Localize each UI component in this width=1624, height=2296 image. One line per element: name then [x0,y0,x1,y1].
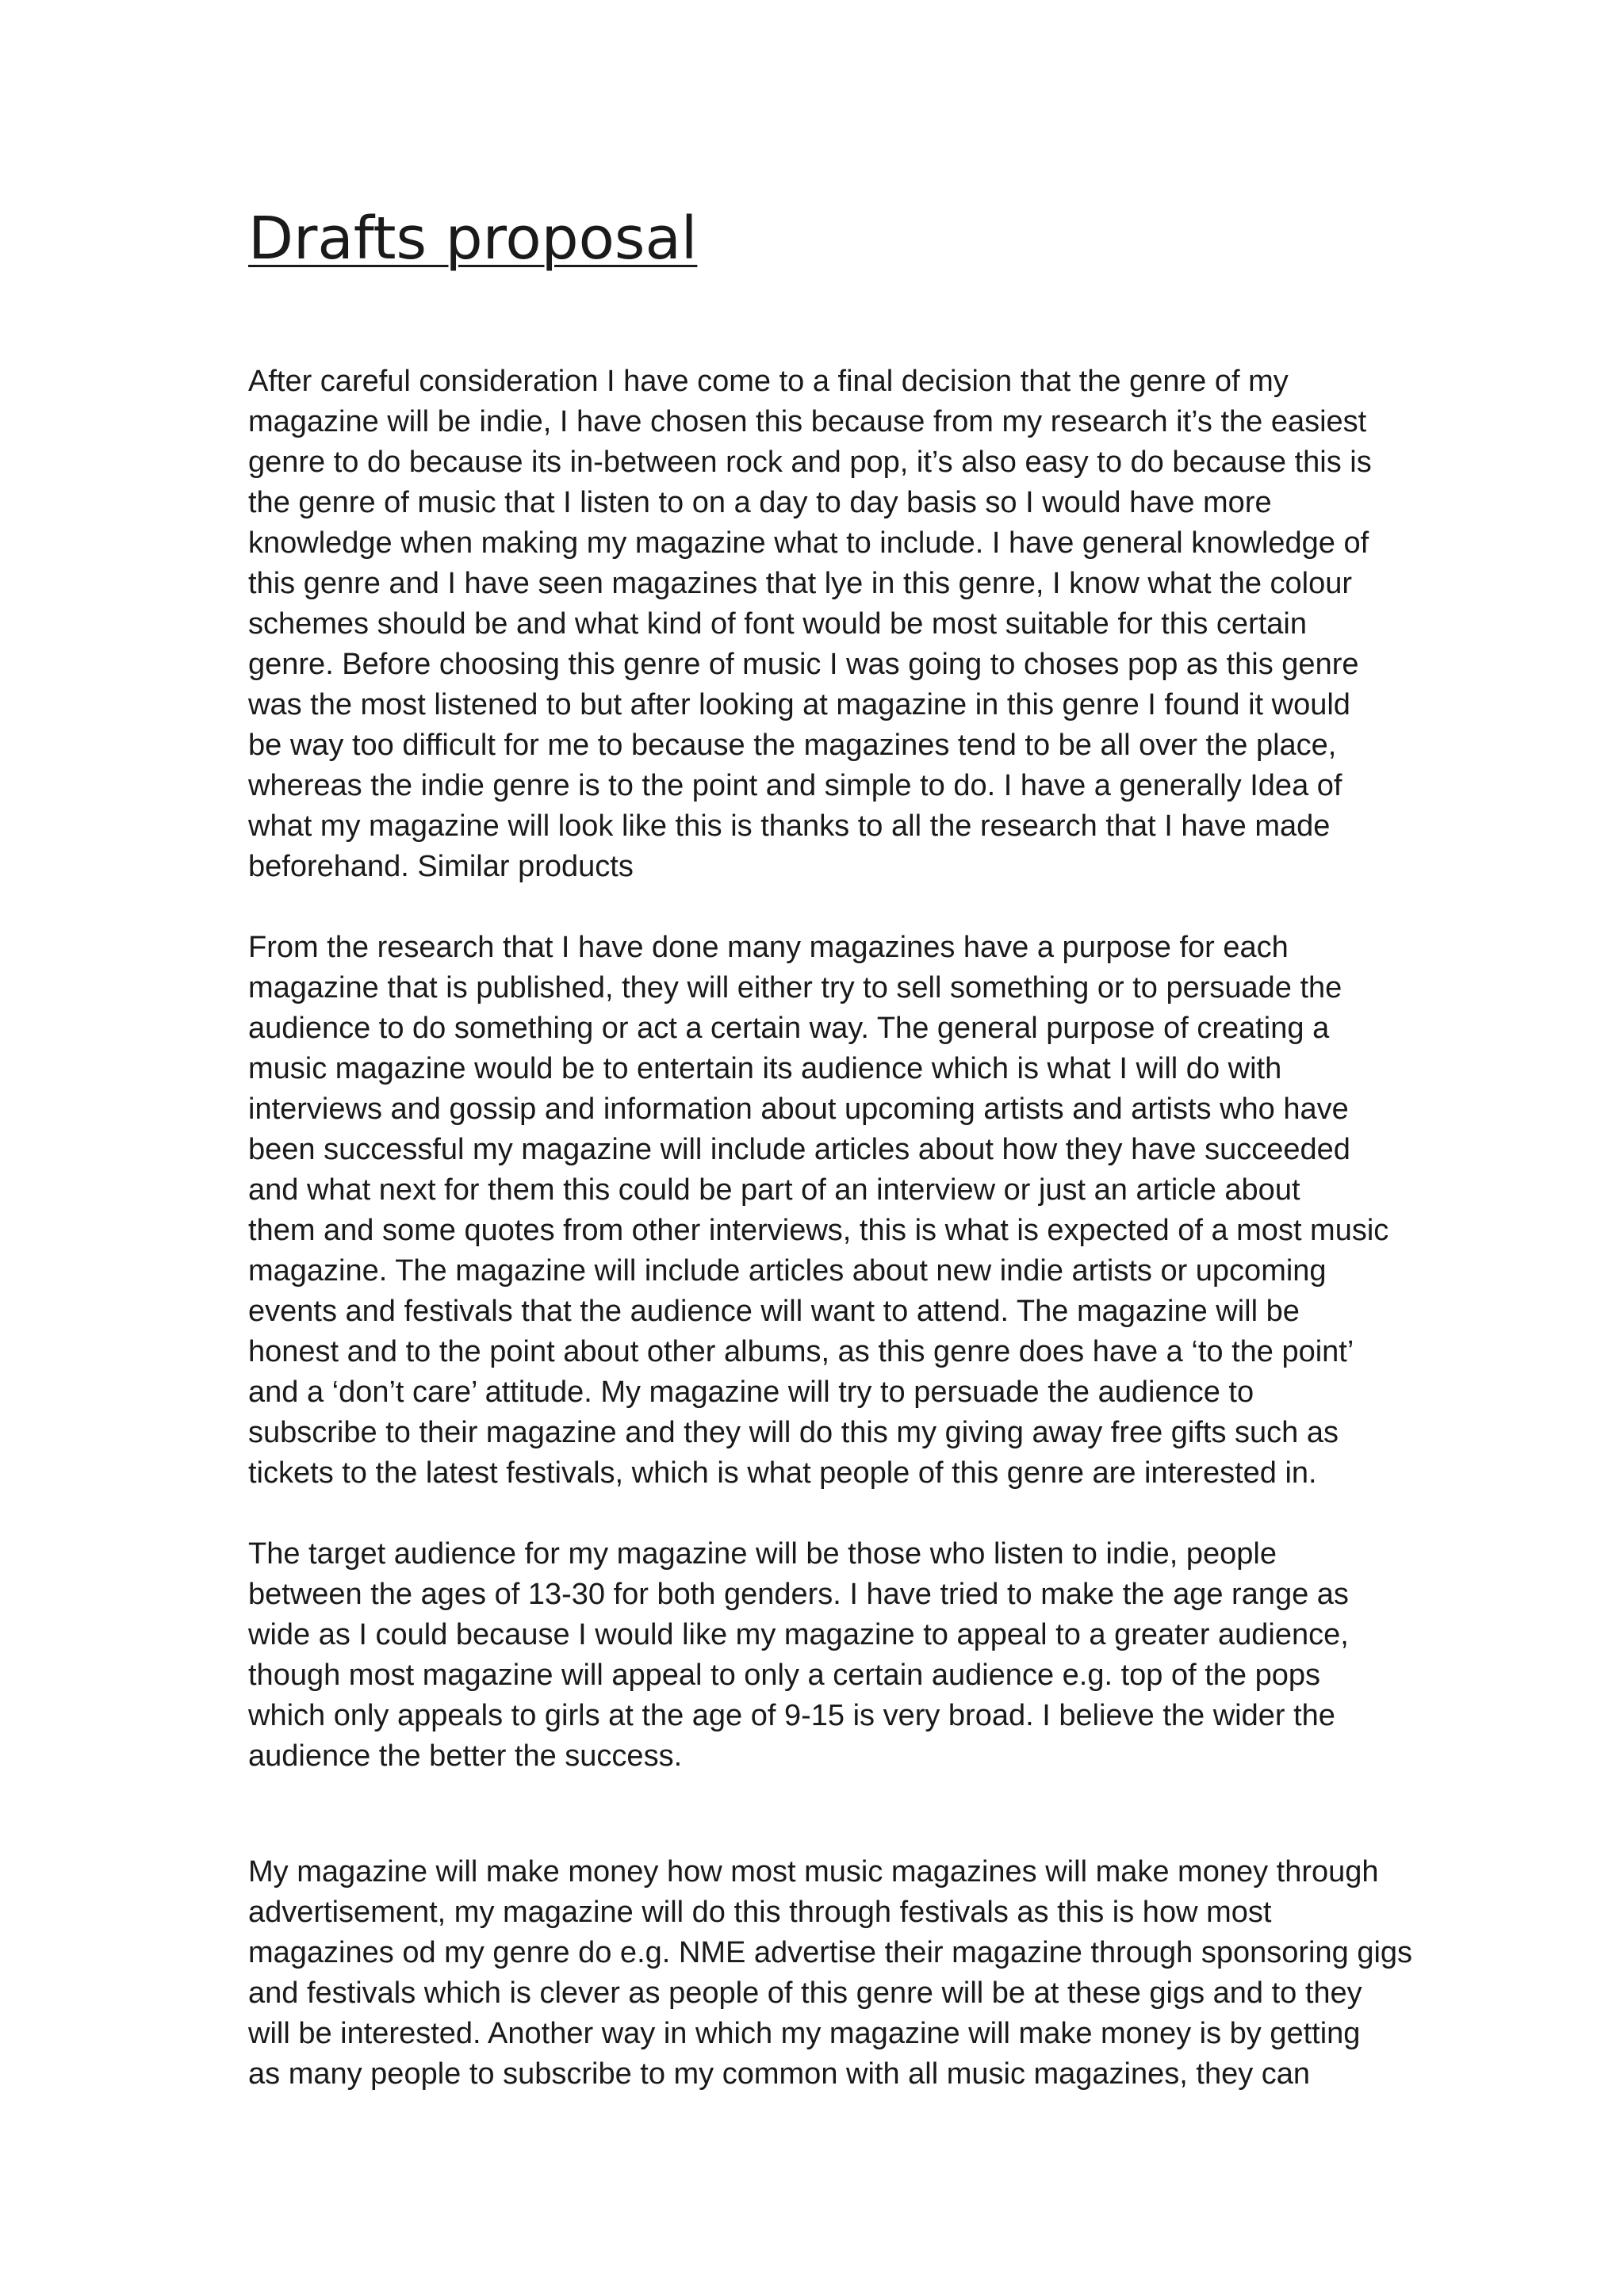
text-line: events and festivals that the audience will want to attend. The magazine will be [248,1295,1300,1328]
text-line: the genre of music that I listen to on a day to day basis so I would have more [248,486,1272,519]
text-line: magazines od my genre do e.g. NME advertise their magazine through sponsoring gigs [248,1936,1413,1969]
document-title: Drafts proposal [248,205,698,273]
text-line: My magazine will make money how most music magazines will make money through [248,1855,1379,1888]
text-line: as many people to subscribe to my common with all music magazines, they can [248,2057,1311,2091]
text-line: what my magazine will look like this is thanks to all the research that I have made [248,809,1331,843]
text-line: music magazine would be to entertain its audience which is what I will do with [248,1052,1282,1085]
text-line: between the ages of 13-30 for both genders. I have tried to make the age range as [248,1578,1349,1611]
text-line: and festivals which is clever as people of this genre will be at these gigs and to they [248,1976,1362,2010]
text-line: After careful consideration I have come to a final decision that the genre of my [248,365,1289,398]
text-line: and a ‘don’t care’ attitude. My magazine will try to persuade the audience to [248,1376,1254,1409]
text-line: The target audience for my magazine will be those who listen to indie, people [248,1537,1277,1571]
text-line: though most magazine will appeal to only a certain audience e.g. top of the pops [248,1659,1320,1692]
text-line: whereas the indie genre is to the point and simple to do. I have a generally Idea of [248,769,1342,802]
text-line: schemes should be and what kind of font would be most suitable for this certain [248,607,1307,641]
text-line: From the research that I have done many magazines have a purpose for each [248,931,1289,964]
paragraph-target-audience [248,1534,1349,1777]
text-line: interviews and gossip and information about upcoming artists and artists who have [248,1093,1349,1126]
text-line: and what next for them this could be part of an interview or just an article about [248,1173,1300,1207]
text-line: will be interested. Another way in which my magazine will make money is by getting [248,2017,1361,2050]
text-line: honest and to the point about other albums, as this genre does have a ‘to the point’ [248,1335,1354,1368]
text-line: which only appeals to girls at the age of 9-15 is very broad. I believe the wider the [248,1699,1335,1732]
paragraph-genre [248,362,1372,887]
text-line: audience to do something or act a certain way. The general purpose of creating a [248,1012,1330,1045]
text-line: advertisement, my magazine will do this through festivals as this is how most [248,1896,1272,1929]
text-line: genre. Before choosing this genre of music I was going to choses pop as this genre [248,648,1359,681]
text-line: audience the better the success. [248,1739,683,1773]
text-line: magazine. The magazine will include articles about new indie artists or upcoming [248,1254,1327,1288]
text-line: subscribe to their magazine and they will do this my giving away free gifts such as [248,1416,1339,1449]
text-line: this genre and I have seen magazines that lye in this genre, I know what the colour [248,567,1353,600]
text-line: been successful my magazine will include articles about how they have succeeded [248,1133,1350,1166]
text-line: tickets to the latest festivals, which is what people of this genre are interested in. [248,1456,1317,1490]
text-line: be way too difficult for me to because the magazines tend to be all over the place, [248,729,1337,762]
text-line: genre to do because its in-between rock and pop, it’s also easy to do because this is [248,446,1372,479]
text-line: magazine will be indie, I have chosen this because from my research it’s the easiest [248,405,1367,438]
text-line: wide as I could because I would like my magazine to appeal to a greater audience, [248,1618,1349,1651]
paragraph-purpose [248,928,1388,1494]
text-line: beforehand. Similar products [248,850,634,883]
paragraph-revenue [248,1852,1412,2095]
text-line: magazine that is published, they will either try to sell something or to persuade the [248,971,1342,1004]
text-line: them and some quotes from other interviews, this is what is expected of a most music [248,1214,1389,1247]
text-line: knowledge when making my magazine what to include. I have general knowledge of [248,526,1369,560]
text-line: was the most listened to but after looking at magazine in this genre I found it would [248,688,1350,721]
